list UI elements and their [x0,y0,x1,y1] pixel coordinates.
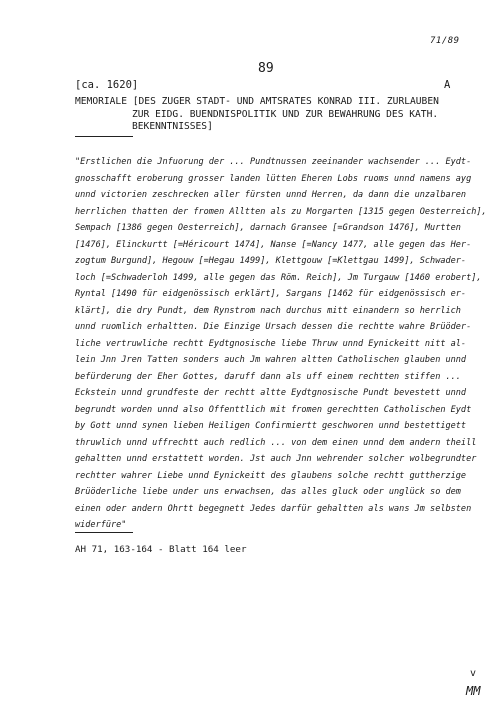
source-reference: AH 71, 163-164 - Blatt 164 leer [75,544,247,555]
body-line: zogtum Burgund], Hegouw [=Hegau 1499], Klettgouw [=Klettgau 1499], Schwader- [75,256,467,266]
page-reference: 71/89 [430,36,460,46]
body-line: Sempach [1386 gegen Oesterreich], darnach Gransee [=Grandson 1476], Murtten [75,223,461,233]
body-line: herrlichen thatten der fromen Alltten als zu Morgarten [1315 gegen Oesterreich], [75,206,487,217]
title-line-1: MEMORIALE [DES ZUGER STADT- UND AMTSRATES KONRAD III. ZURLAUBEN [75,96,439,107]
margin-mark: v [470,668,477,679]
body-line: klärt], die dry Pundt, dem Rynstrom nach durchus mitt einandern so herrlich [75,305,461,316]
body-line: "Erstlichen die Jnfuorung der ... Pundtnussen zeeinander wachsender ... Eydt- [75,157,472,167]
title-divider [75,136,133,137]
document-date: [ca. 1620] [75,79,139,91]
body-line: gehaltten unnd erstattett worden. Jst auch Jnn wehrender solcher wolbegrundter [75,454,477,464]
body-line: by Gott unnd synen lieben Heiligen Confirmiertt geschworen unnd bestettigett [75,421,467,431]
body-line: lein Jnn Jren Tatten sonders auch Jm wahren altten Catholischen glauben unnd [75,355,467,365]
body-line: Ryntal [1490 für eidgenössisch erklärt], Sargans [1462 für eidgenössisch er- [75,289,467,299]
body-line: begrundt worden unnd also Offenttlich mit fromen gerechtten Catholischen Eydt [75,404,472,415]
source-divider [75,532,133,533]
title-line-3: BEKENNTNISSES] [132,121,213,132]
body-line: [1476], Elinckurtt [=Héricourt 1474], Nanse [=Nancy 1477, alle gegen das Her- [75,239,472,250]
body-line: einen oder andern Ohrtt begegnett Jedes darfür gehaltten als wans Jm selbsten [75,503,472,514]
body-line: rechtter wahrer Liebe unnd Eynickeitt des glaubens solche rechtt guttherzige [75,470,467,481]
title-line-2: ZUR EIDG. BUENDNISPOLITIK UND ZUR BEWAHRUNG DES KATH. [132,108,439,120]
handwritten-initials: MM [466,684,481,698]
body-line: Brüöderliche liebe under uns erwachsen, das alles gluck oder unglück so dem [75,487,461,497]
document-letter: A [444,79,451,91]
body-line: befürderung der Eher Gottes, daruff dann als uff einem rechtten stiffen ... [75,371,461,382]
page-number: 89 [258,61,274,76]
body-line: Eckstein unnd grundfeste der rechtt altte Eydtgnosische Pundt bevestett unnd [75,388,467,398]
document-body [75,154,487,534]
body-line: unnd victorien zeschrecken aller fürsten unnd Herren, da dann die unzalbaren [75,190,467,200]
body-line: thruwlich unnd uffrechtt auch redlich ... von dem einen unnd dem andern theill [75,437,477,448]
body-line: widerfüre" [75,520,127,530]
body-line: loch [=Schwaderloh 1499, alle gegen das Röm. Reich], Jm Turgauw [1460 erobert], [75,272,482,283]
body-line: liche vertruwliche rechtt Eydtgnosische liebe Thruw unnd Eynickeitt nitt al- [75,338,467,349]
body-line: unnd ruomlich erhaltten. Die Einzige Ursach dessen die rechtte wahre Brüöder- [75,322,472,332]
body-line: gnosschafft eroberung grosser landen lütten Eheren Lobs ruoms unnd namens ayg [75,173,472,184]
